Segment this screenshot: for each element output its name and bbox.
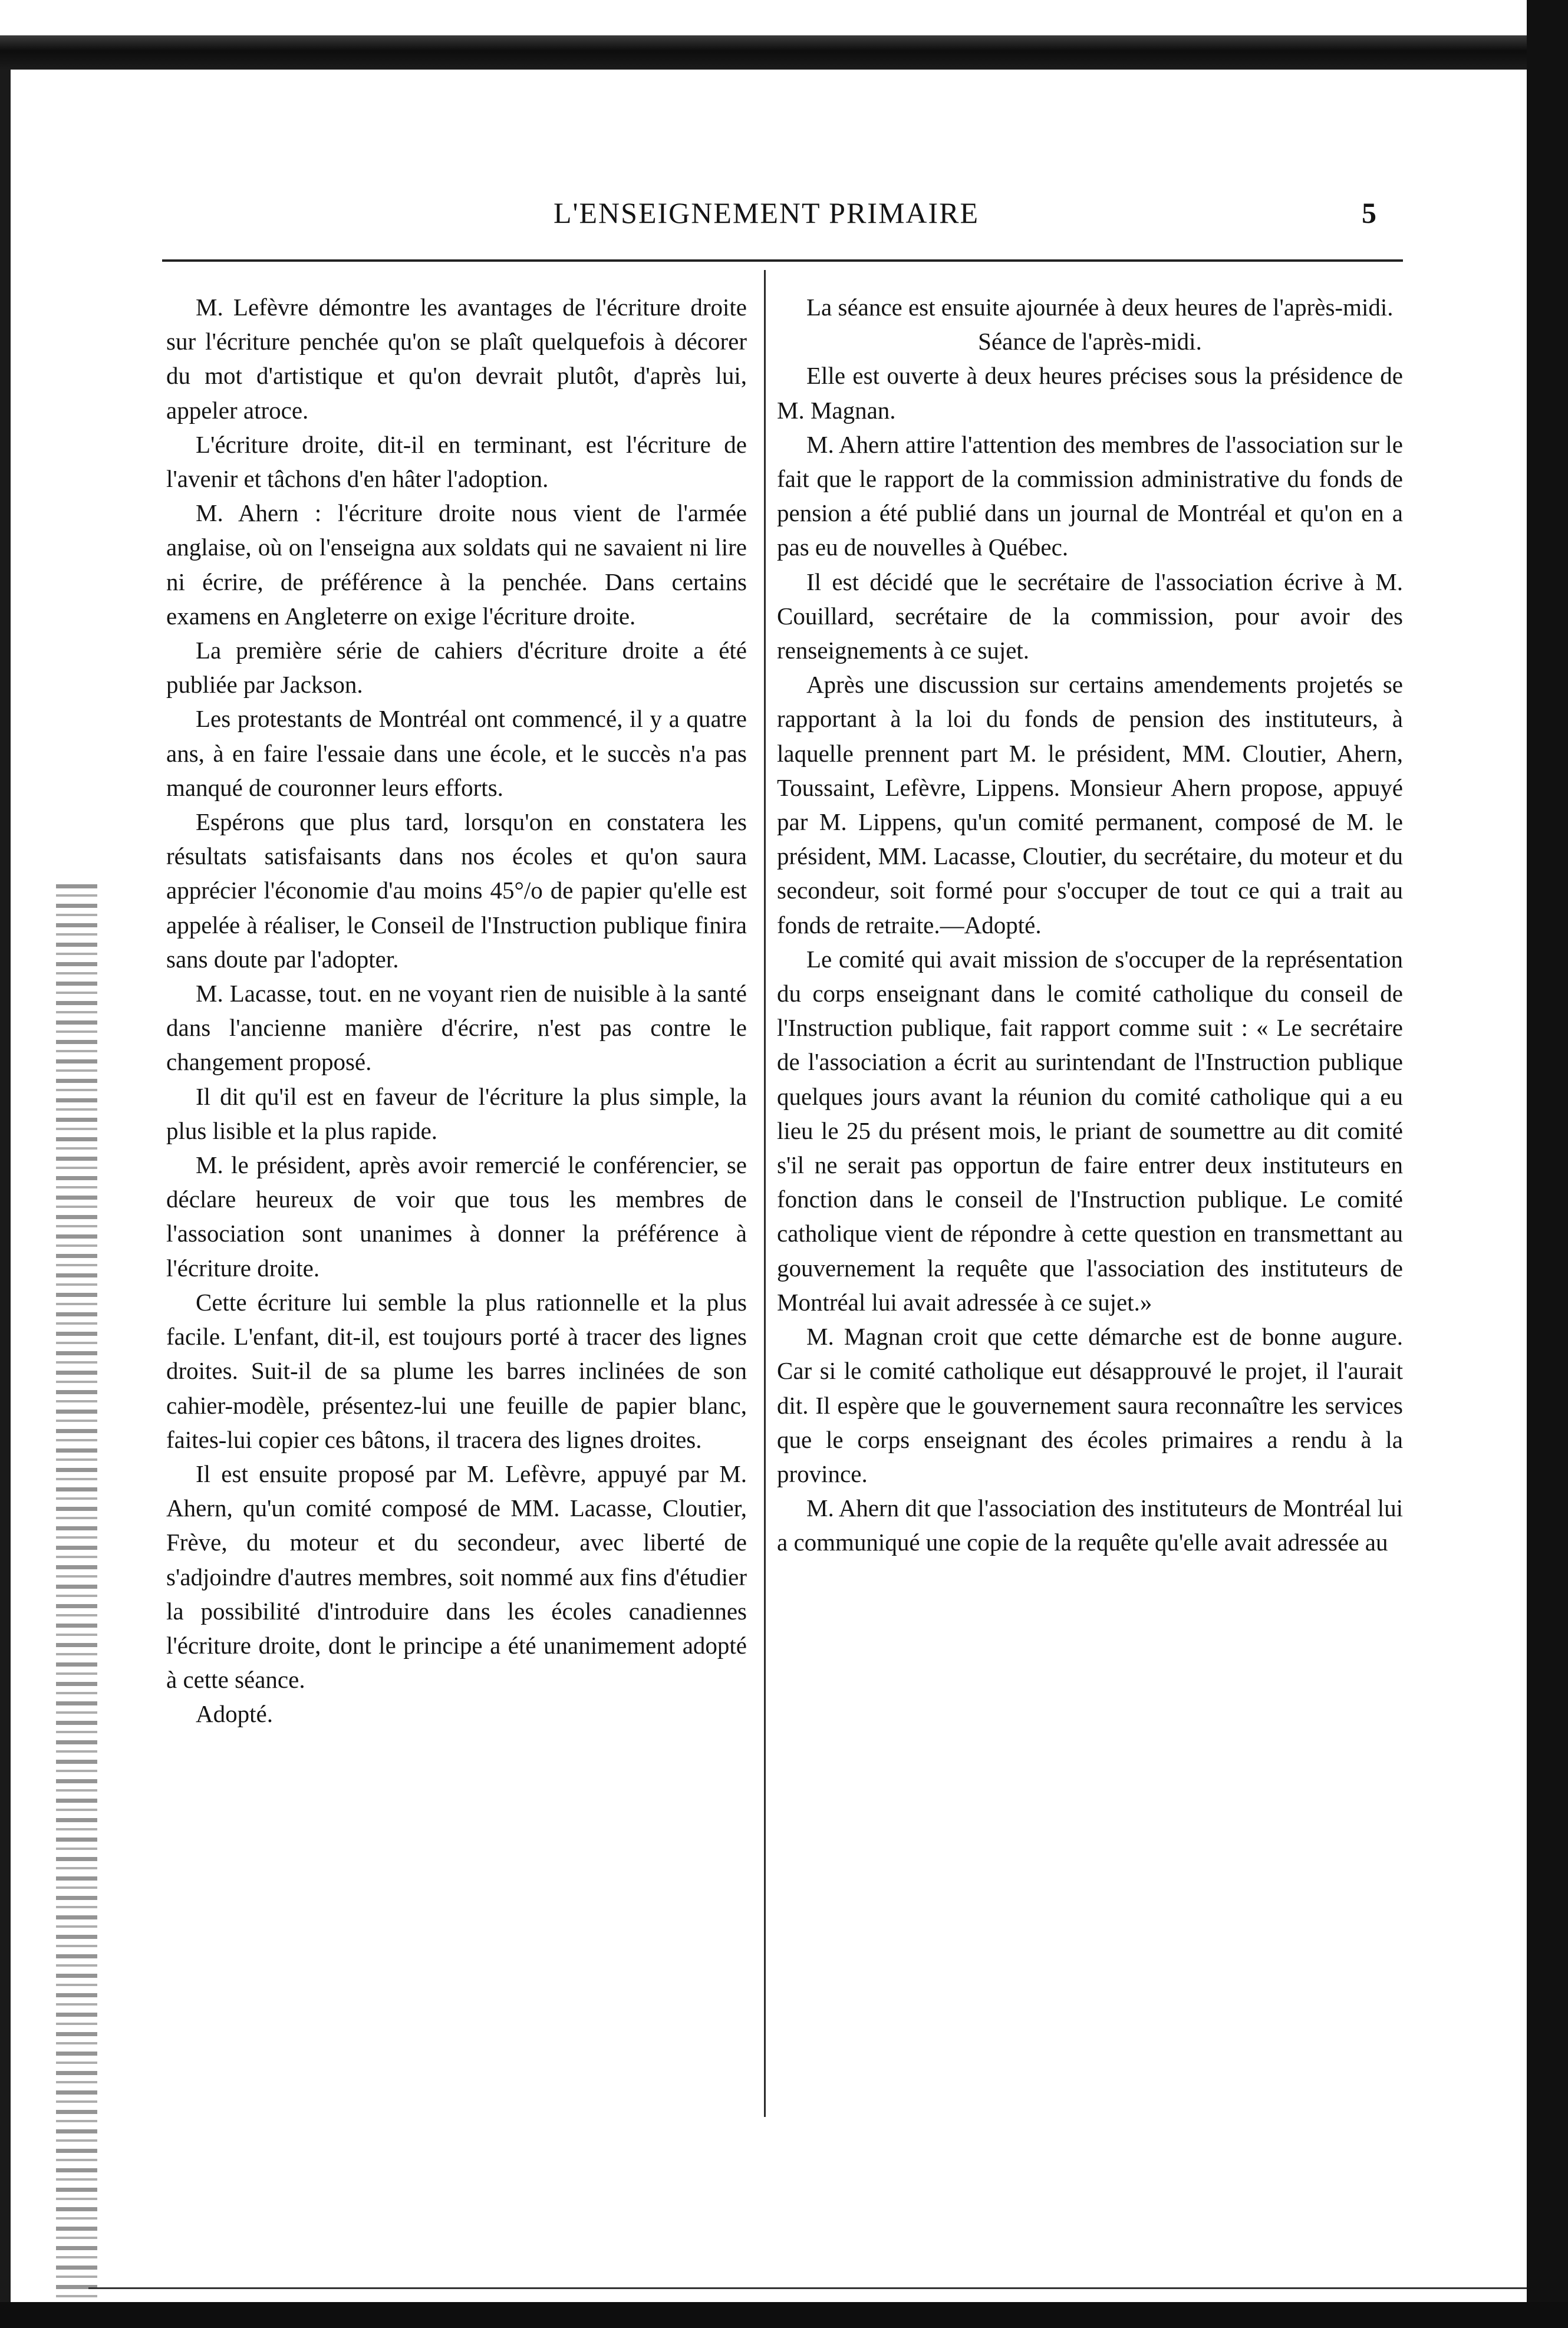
right-column bbox=[777, 290, 1403, 1560]
page-number: 5 bbox=[1362, 196, 1376, 229]
scan-border-left bbox=[0, 70, 11, 2328]
session-heading: Séance de l'après-midi. bbox=[978, 328, 1202, 355]
paragraph: Le comité qui avait mission de s'occuper de la représentation du corps enseignant dans le comité catholique du conseil de l'Instruction publique, fait rapport comme suit : « Le secrétaire de l'association a écrit au surintendant de l'Instruction publique quelques jours avant la réunion du comité catholique qui a eu lieu le 25 du présent mois, le priant de soumettre au dit comité s'il ne serait pas opportun de faire entrer deux instituteurs en fonction dans le conseil de l'Instruction publique. Le comité catholique vient de répondre à cette question en transmettant au gouvernement la requête que l'association des instituteurs de Montréal lui avait adressée à ce sujet.» bbox=[777, 945, 1403, 1316]
paragraph: Espérons que plus tard, lorsqu'on en constatera les résultats satisfaisants dans nos écoles et qu'on saura apprécier l'économie d'au moins 45°/o de papier qu'elle est appelée à réaliser, le Conseil de l'Instruction publique finira sans doute par l'adopter. bbox=[166, 808, 747, 973]
paragraph: M. Magnan croit que cette démarche est de bonne augure. Car si le comité catholique eut désapprouvé le projet, il l'aurait dit. Il espère que le gouvernement saura reconnaître les services que le corps enseignant des écoles primaires a rendu à la province. bbox=[777, 1323, 1403, 1487]
paragraph: Il est décidé que le secrétaire de l'association écrive à M. Couillard, secrétaire de la commission, pour avoir des renseignements à ce sujet. bbox=[777, 568, 1403, 664]
paragraph: Adopté. bbox=[196, 1700, 273, 1728]
paragraph: M. Ahern dit que l'association des instituteurs de Montréal lui a communiqué une copie de la requête qu'elle avait adressée au bbox=[777, 1494, 1403, 1556]
left-column bbox=[166, 290, 747, 1731]
scan-border-right bbox=[1527, 0, 1568, 2328]
paragraph: M. Ahern attire l'attention des membres de l'association sur le fait que le rapport de la commission administrative du fonds de pension a été publié dans un journal de Montréal et qu'on en a pas eu de nouvelles à Québec. bbox=[777, 430, 1403, 561]
paragraph: Il est ensuite proposé par M. Lefèvre, appuyé par M. Ahern, qu'un comité composé de MM. Lacasse, Cloutier, Frève, du moteur et du secondeur, avec liberté de s'adjoindre d'autres membres, soit nommé aux fins d'étudier la possibilité d'introduire dans les écoles canadiennes l'écriture droite, dont le principe a été unanimement adopté à cette séance. bbox=[166, 1460, 747, 1694]
paragraph: Elle est ouverte à deux heures précises sous la présidence de M. Magnan. bbox=[777, 362, 1403, 424]
paragraph: Il dit qu'il est en faveur de l'écriture la plus simple, la plus lisible et la plus rapide. bbox=[166, 1082, 747, 1144]
scan-border-top bbox=[0, 35, 1568, 70]
scan-border-bottom bbox=[0, 2302, 1568, 2328]
paragraph: La première série de cahiers d'écriture droite a été publiée par Jackson. bbox=[166, 637, 747, 699]
paragraph: La séance est ensuite ajournée à deux heures de l'après-midi. bbox=[806, 294, 1394, 321]
paragraph: Les protestants de Montréal ont commencé, il y a quatre ans, à en faire l'essaie dans une école, et le succès n'a pas manqué de couronner leurs efforts. bbox=[166, 705, 747, 801]
column-divider bbox=[764, 270, 766, 2117]
paragraph: M. Lefèvre démontre les avantages de l'écriture droite sur l'écriture penchée qu'on se plaît quelquefois à décorer du mot d'artistique et qu'on devrait plutôt, d'après lui, appeler atroce. bbox=[166, 294, 747, 424]
paragraph: M. Ahern : l'écriture droite nous vient de l'armée anglaise, où on l'enseigna aux soldats qui ne savaient ni lire ni écrire, de préférence à la penchée. Dans certains examens en Angleterre on exige l'écriture droite. bbox=[166, 499, 747, 630]
bottom-rule bbox=[88, 2287, 1527, 2289]
paragraph: Cette écriture lui semble la plus rationnelle et la plus facile. L'enfant, dit-il, est toujours porté à tracer des lignes droites. Suit-il de sa plume les barres inclinées de son cahier-modèle, présentez-lui une feuille de papier blanc, faites-lui copier ces bâtons, il tracera des lignes droites. bbox=[166, 1288, 747, 1453]
paragraph: M. le président, après avoir remercié le conférencier, se déclare heureux de voir que tous les membres de l'association sont unanimes à donner la préférence à l'écriture droite. bbox=[166, 1151, 747, 1282]
paragraph: L'écriture droite, dit-il en terminant, est l'écriture de l'avenir et tâchons d'en hâter l'adoption. bbox=[166, 430, 747, 493]
binding-edge-shadow bbox=[56, 884, 97, 2299]
header-rule bbox=[162, 259, 1403, 262]
paragraph: Après une discussion sur certains amendements projetés se rapportant à la loi du fonds de pension des instituteurs, à laquelle prennent part M. le président, MM. Cloutier, Ahern, Toussaint, Lefèvre, Lippens. Monsieur Ahern propose, appuyé par M. Lippens, qu'un comité permanent, composé de M. le président, MM. Lacasse, Cloutier, du secrétaire, du moteur et du secondeur, soit formé pour s'occuper de tout ce qui a trait au fonds de retraite.—Adopté. bbox=[777, 671, 1403, 939]
running-header-title: L'ENSEIGNEMENT PRIMAIRE bbox=[553, 196, 980, 229]
paragraph: M. Lacasse, tout. en ne voyant rien de nuisible à la santé dans l'ancienne manière d'écrire, n'est pas contre le changement proposé. bbox=[166, 980, 747, 1076]
